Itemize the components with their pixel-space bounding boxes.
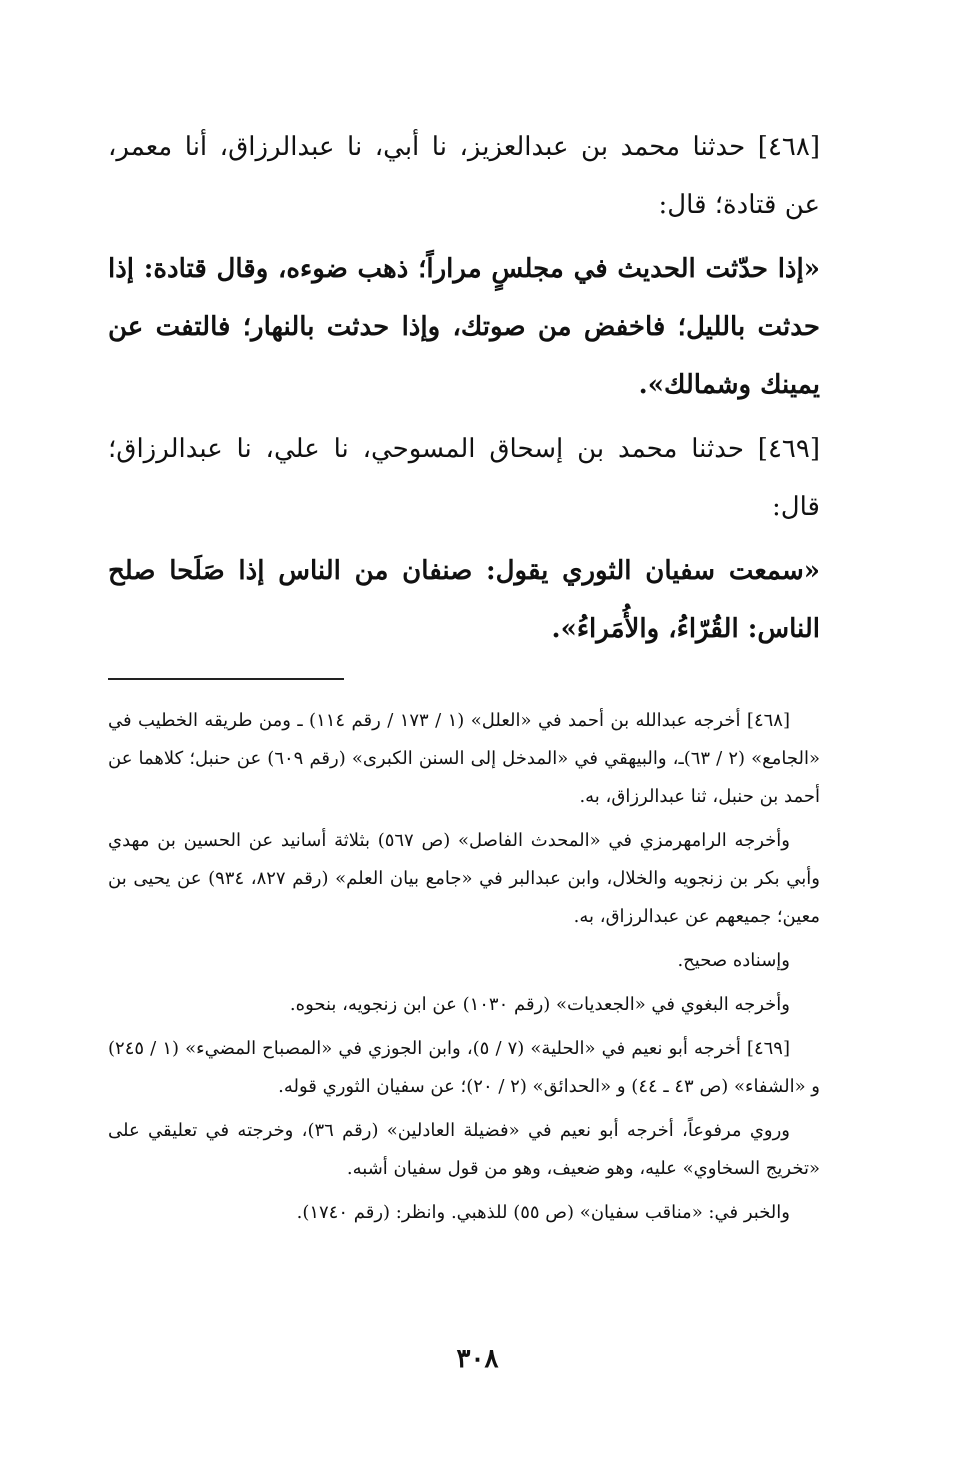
footnote-469-reference: والخبر في: «مناقب سفيان» (ص ٥٥) للذهبي. وانظر: (رقم ١٧٤٠). bbox=[296, 1202, 790, 1223]
footnote-468-additional: وأخرجه الرامهرمزي في «المحدث الفاصل» (ص ٥٦٧) بثلاثة أسانيد عن الحسين بن مهدي وأبي بكر بن زنجويه والخلال، وابن عبدالبر في «جامع بيان العلم» (رقم ٨٢٧، ٩٣٤) عن يحيى بن معين؛ جميعهم عن عبدالرزاق، به. bbox=[108, 830, 821, 927]
page-number: ٣٠٨ bbox=[456, 1344, 499, 1374]
hadith-469-isnad: [٤٦٩] حدثنا محمد بن إسحاق المسوحي، نا علي، نا عبدالرزاق؛ قال: bbox=[108, 434, 820, 522]
main-text bbox=[108, 118, 820, 658]
footnote-separator bbox=[108, 678, 344, 680]
hadith-469-matn: «سمعت سفيان الثوري يقول: صنفان من الناس إذا صَلَحا صلح الناس: القُرّاءُ، والأُمَراءُ». bbox=[108, 556, 820, 644]
footnote-468-baghawi: وأخرجه البغوي في «الجعديات» (رقم ١٠٣٠) عن ابن زنجويه، بنحوه. bbox=[289, 994, 790, 1015]
footnote-469-marfu: وروي مرفوعاً، أخرجه أبو نعيم في «فضيلة العادلين» (رقم ٣٦)، وخرجته في تعليقي على «تخريج السخاوي» عليه، وهو ضعيف، وهو من قول سفيان أشبه. bbox=[108, 1120, 820, 1179]
footnote-469-takhrij: [٤٦٩] أخرجه أبو نعيم في «الحلية» (٧ / ٥)، وابن الجوزي في «المصباح المضيء» (١ / ٢٤٥) و «الشفاء» (ص ٤٣ ـ ٤٤) و «الحدائق» (٢ / ٢٠)؛ عن سفيان الثوري قوله. bbox=[108, 1038, 820, 1097]
footnotes bbox=[108, 702, 820, 1232]
footnote-468-grading: وإسناده صحيح. bbox=[677, 950, 790, 971]
hadith-468-matn: «إذا حدّثت الحديث في مجلسٍ مراراً؛ ذهب ضوءه، وقال قتادة: إذا حدثت بالليل؛ فاخفض من صوتك، وإذا حدثت بالنهار؛ فالتفت عن يمينك وشمالك». bbox=[108, 254, 820, 400]
page-content bbox=[108, 118, 820, 1232]
hadith-468-isnad: [٤٦٨] حدثنا محمد بن عبدالعزيز، نا أبي، نا عبدالرزاق، أنا معمر، عن قتادة؛ قال: bbox=[108, 132, 820, 220]
footnote-468-takhrij: [٤٦٨] أخرجه عبدالله بن أحمد في «العلل» (١ / ١٧٣ / رقم ١١٤) ـ ومن طريقه الخطيب في «الجامع» (٢ / ٦٣)ـ، والبيهقي في «المدخل إلى السنن الكبرى» (رقم ٦٠٩) عن حنبل؛ كلاهما عن أحمد بن حنبل، ثنا عبدالرزاق، به. bbox=[108, 710, 820, 807]
